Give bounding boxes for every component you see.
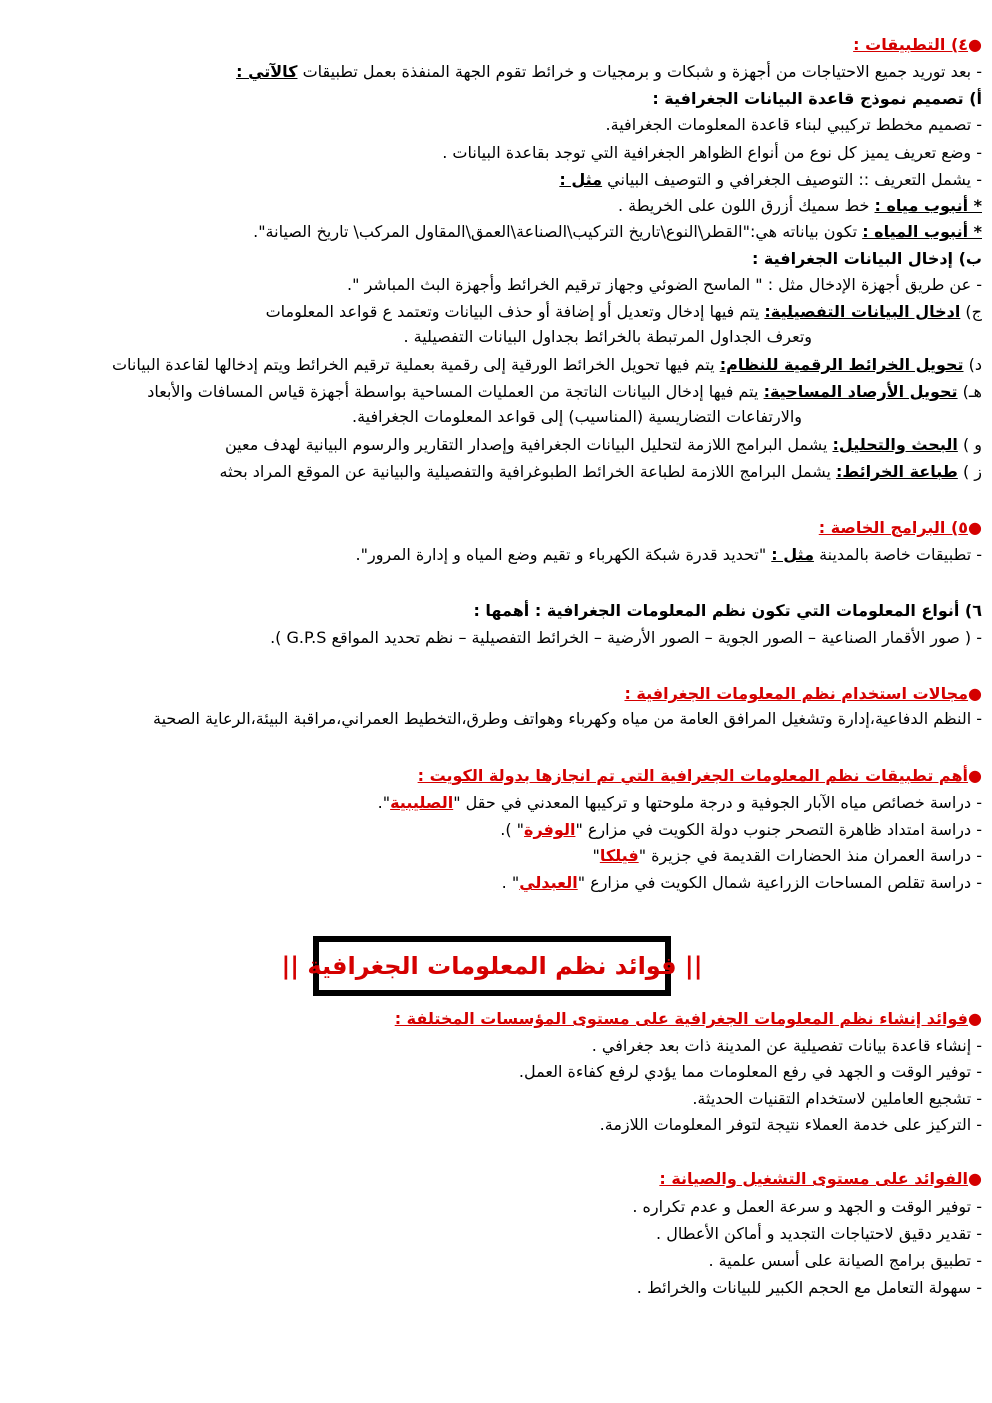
subsection-a-title: أ) تصميم نموذج قاعدة البيانات الجغرافية :: [652, 89, 982, 108]
list-item-text: - دراسة تقلص المساحات الزراعية شمال الكويت في مزارع ": [577, 873, 982, 892]
item-text: يشمل البرامج اللازمة لطباعة الخرائط الطبوغرافية والتفصيلية والبيانية عن الموقع المراد بحثه: [219, 462, 831, 481]
subsection-g: [10, 461, 982, 483]
list-item: - سهولة التعامل مع الحجم الكبير للبيانات والخرائط .: [636, 1278, 982, 1297]
list-item-label: * أنبوب المياه :: [862, 222, 982, 241]
subsection-f: [10, 434, 982, 456]
list-item: - توفير الوقت و الجهد و سرعة العمل و عدم تكراره .: [632, 1197, 982, 1216]
section-5-title: ٥) البرامج الخاصة :: [818, 518, 969, 537]
list-item: [10, 169, 982, 191]
item-label: البحث والتحليل:: [832, 435, 958, 454]
item-text: يشمل البرامج اللازمة لتحليل البيانات الجغرافية وإصدار التقارير والرسوم البيانية لهدف معين: [224, 435, 828, 454]
list-item: - توفير الوقت و الجهد في رفع المعلومات مما يؤدي لرفع كفاءة العمل.: [518, 1062, 982, 1081]
subsection-d: [10, 354, 982, 376]
section-4-title: ٤) التطبيقات :: [853, 35, 969, 54]
list-item: - تطبيق برامج الصيانة على أسس علمية .: [708, 1251, 982, 1270]
line-text: - تطبيقات خاصة بالمدينة: [819, 545, 982, 564]
list-item-end: ": [592, 846, 600, 865]
list-item: - التركيز على خدمة العملاء نتيجة لتوفر المعلومات اللازمة.: [599, 1115, 982, 1134]
bullet-icon: ●: [968, 1009, 982, 1028]
place-name: العبدلي: [519, 873, 578, 892]
bullet-icon: ●: [968, 518, 982, 537]
item-label: طباعة الخرائط:: [836, 462, 958, 481]
subsection-e: [10, 381, 982, 403]
list-item: - إنشاء قاعدة بيانات تفصيلية عن المدينة ذات بعد جغرافي .: [591, 1036, 982, 1055]
kuwait-title: أهم تطبيقات نظم المعلومات الجغرافية التي تم انجازها بدولة الكويت :: [417, 766, 969, 785]
subsection-c: [10, 301, 982, 323]
list-item: [10, 845, 982, 867]
line-label: مثل :: [771, 545, 814, 564]
bullet-icon: ●: [968, 35, 982, 54]
list-item-text: - دراسة العمران منذ الحضارات القديمة في جزيرة ": [638, 846, 982, 865]
item-prefix: ز ): [962, 462, 982, 481]
item-prefix: هـ): [962, 382, 982, 401]
list-item-text: خط سميك أزرق اللون على الخريطة .: [618, 196, 870, 215]
subsection-e-continued: والارتفاعات التضاريسية (المناسيب) إلى قواعد المعلومات الجغرافية.: [351, 407, 802, 426]
item-text: يتم فيها إدخال البيانات الناتجة من العمليات المساحية بواسطة أجهزة قياس المسافات والأبعاد: [147, 382, 759, 401]
banner-title: || فوائد نظم المعلومات الجغرافية ||: [281, 952, 703, 980]
intro-emphasis: كالآتي :: [236, 62, 298, 81]
list-item: [10, 792, 982, 814]
benefits-1-title: فوائد إنشاء نظم المعلومات الجغرافية على مستوى المؤسسات المختلفة :: [394, 1009, 969, 1028]
item-text: يتم فيها إدخال وتعديل أو إضافة أو حذف البيانات وتعتمد ع قواعد المعلومات: [265, 302, 760, 321]
list-item: - تصميم مخطط تركيبي لبناء قاعدة المعلومات الجغرافية.: [605, 115, 982, 134]
benefits-1-heading: [10, 1008, 982, 1030]
list-item: [10, 872, 982, 894]
list-item: - وضع تعريف يميز كل نوع من أنواع الظواهر الجغرافية التي توجد بقاعدة البيانات .: [442, 143, 982, 162]
intro-text: - بعد توريد جميع الاحتياجات من أجهزة و شبكات و برمجيات و خرائط تقوم الجهة المنفذة بعمل تطبيقات: [302, 62, 982, 81]
item-label: تحويل الأرصاد المساحية:: [763, 382, 958, 401]
list-item-label: * أنبوب مياه :: [874, 196, 982, 215]
list-item-end: ".: [377, 793, 391, 812]
list-item-text: - دراسة خصائص مياه الآبار الجوفية و درجة ملوحتها و تركيبها المعدني في حقل ": [453, 793, 982, 812]
item-prefix: د): [968, 355, 982, 374]
fields-title: مجالات استخدام نظم المعلومات الجغرافية :: [624, 684, 969, 703]
list-item-emphasis: مثل :: [559, 170, 603, 189]
item-prefix: ج): [965, 302, 982, 321]
bullet-icon: ●: [968, 684, 982, 703]
list-item-text: - يشمل التعريف :: التوصيف الجغرافي و التوصيف البياني: [607, 170, 982, 189]
subsection-b-title: ب) إدخال البيانات الجغرافية :: [751, 249, 982, 268]
section-6-title: ٦) أنواع المعلومات التي تكون نظم المعلومات الجغرافية : أهمها :: [473, 601, 982, 620]
section-6-line: - ( صور الأقمار الصناعية – الصور الجوية – الصور الأرضية – الخرائط التفصيلية – نظم تحديد المواقع G.P.S ).: [270, 628, 982, 647]
line-text: "تحديد قدرة شبكة الكهرباء و تقيم وضع المياه و إدارة المرور".: [355, 545, 767, 564]
item-label: تحويل الخرائط الرقمية للنظام:: [719, 355, 964, 374]
section-5-heading: [10, 517, 982, 539]
fields-line: - النظم الدفاعية،إدارة وتشغيل المرافق العامة من مياه وكهرباء وهواتف وطرق،التخطيط العمراني،مراقبة البيئة،الرعاية الصحية: [153, 709, 982, 728]
list-item: [10, 195, 982, 217]
list-item-end: " ).: [500, 820, 525, 839]
item-label: ادخال البيانات التفصيلية:: [764, 302, 961, 321]
subsection-c-continued: وتعرف الجداول المرتبطة بالخرائط بجداول البيانات التفصيلية .: [403, 327, 812, 346]
section-4-heading: [10, 34, 982, 56]
bullet-icon: ●: [968, 766, 982, 785]
kuwait-heading: [10, 765, 982, 787]
list-item-end: " .: [501, 873, 520, 892]
benefits-2-title: الفوائد على مستوى التشغيل والصيانة :: [659, 1169, 969, 1188]
list-item: - تشجيع العاملين لاستخدام التقنيات الحديثة.: [692, 1089, 982, 1108]
list-item-text: تكون بياناته هي:"القطر\النوع\تاريخ التركيب\الصناعة\العمق\المقاول المركب\ تاريخ الصيانة".: [253, 222, 858, 241]
place-name: الصليبية: [390, 793, 454, 812]
list-item: [10, 221, 982, 243]
section-5-line: [10, 544, 982, 566]
section-4-intro: [10, 61, 982, 83]
place-name: فيلكا: [599, 846, 639, 865]
benefits-2-heading: [10, 1168, 982, 1190]
list-item: [10, 819, 982, 841]
place-name: الوفرة: [524, 820, 576, 839]
bullet-icon: ●: [968, 1169, 982, 1188]
item-prefix: و ): [962, 435, 982, 454]
list-item: - عن طريق أجهزة الإدخال مثل : " الماسح الضوئي وجهاز ترقيم الخرائط وأجهزة البث المباشر ".: [347, 275, 982, 294]
list-item-text: - دراسة امتداد ظاهرة التصحر جنوب دولة الكويت في مزارع ": [575, 820, 982, 839]
fields-heading: [10, 683, 982, 705]
benefits-banner: [281, 936, 703, 996]
item-text: يتم فيها تحويل الخرائط الورقية إلى رقمية بعملية ترقيم الخرائط ويتم إدخالها لقاعدة البيانات: [111, 355, 715, 374]
list-item: - تقدير دقيق لاحتياجات التجديد و أماكن الأعطال .: [656, 1224, 982, 1243]
